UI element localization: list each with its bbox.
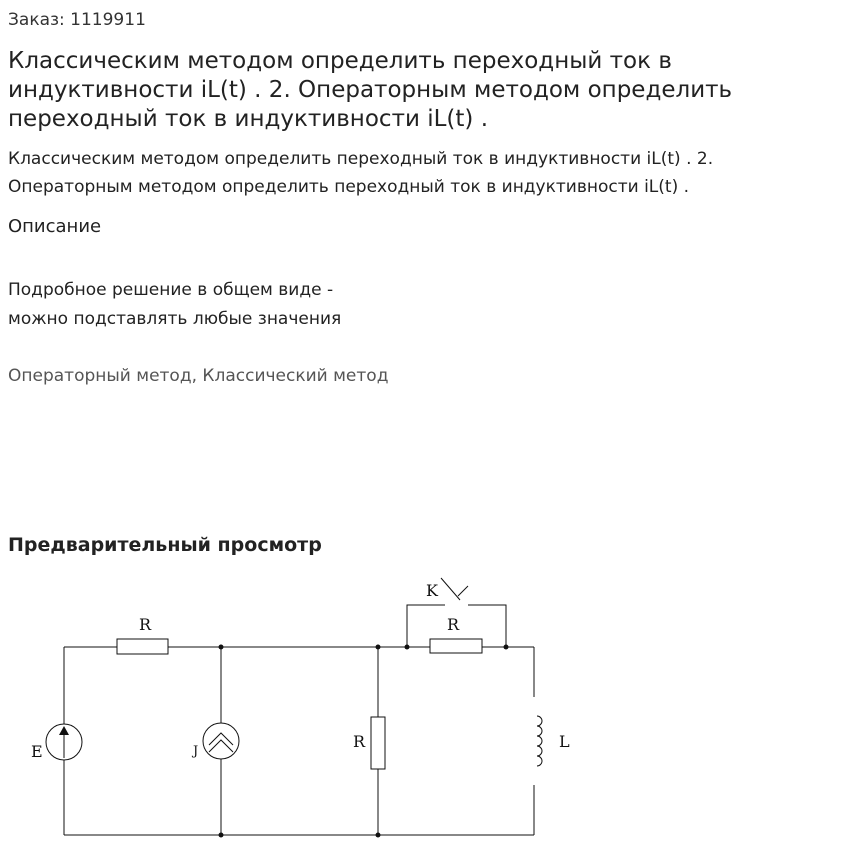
emf-arrow-head: [59, 726, 69, 735]
description-heading: Описание: [8, 216, 102, 237]
junction-dot: [219, 645, 224, 650]
circuit-diagram: [0, 570, 620, 850]
junction-dot: [504, 645, 509, 650]
switch-blade: [441, 578, 460, 600]
preview-heading: Предварительный просмотр: [8, 534, 322, 556]
page-title: Классическим методом определить переходный ток в индуктивности iL(t) . 2. Операторным методом определить переходный ток в индуктивности iL(t) .: [8, 48, 733, 132]
tags-list[interactable]: Операторный метод, Классический метод: [8, 366, 389, 386]
current-source-chevron-1: [209, 733, 233, 745]
emf-source-label: E: [31, 742, 43, 761]
junction-dot: [376, 645, 381, 650]
resistor-middle-label: R: [353, 732, 366, 751]
junction-dot: [405, 645, 410, 650]
switch-bypass-right: [468, 605, 506, 647]
resistor-top-right-label: R: [447, 615, 460, 634]
junction-dot: [376, 833, 381, 838]
switch-contact: [458, 586, 468, 596]
inductor-icon: [537, 716, 542, 766]
resistor-middle-icon: [371, 717, 385, 769]
current-source-label: J: [193, 744, 199, 759]
description-line-2: можно подставлять любые значения: [8, 309, 342, 329]
switch-label: K: [426, 581, 438, 600]
task-summary: Классическим методом определить переходный ток в индуктивности iL(t) . 2. Операторным методом определить переходный ток в индуктивности iL(t) .: [8, 149, 714, 197]
current-source-icon: [203, 723, 239, 759]
resistor-top-right-icon: [430, 639, 482, 653]
resistor-top-left-label: R: [139, 615, 152, 634]
inductor-label: L: [559, 732, 570, 751]
switch-bypass-left: [407, 605, 445, 647]
junction-dot: [219, 833, 224, 838]
resistor-top-left-icon: [117, 639, 168, 654]
order-number: Заказ: 1119911: [8, 10, 146, 30]
description-line-1: Подробное решение в общем виде -: [8, 280, 334, 300]
